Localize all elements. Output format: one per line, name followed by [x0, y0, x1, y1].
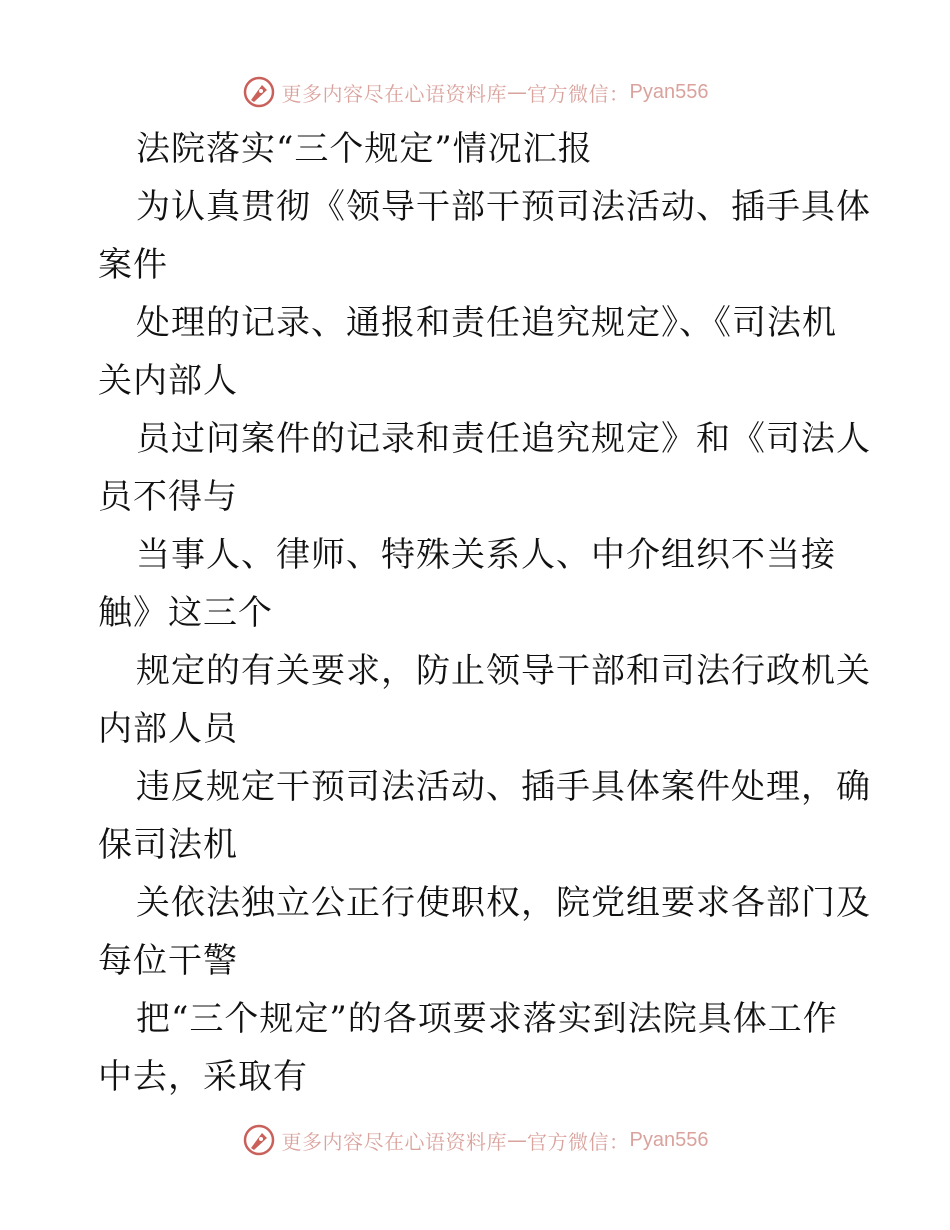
pen-nib-logo-icon [242, 75, 276, 109]
text-line: 触》这三个 [98, 593, 273, 633]
pen-nib-logo-icon [242, 1123, 276, 1157]
watermark-wechat-id: Pyan556 [629, 80, 709, 103]
text-line: 规定的有关要求，防止领导干部和司法行政机关 [136, 651, 871, 691]
text-line: 关依法独立公正行使职权，院党组要求各部门及 [136, 883, 871, 923]
document-body [98, 120, 871, 1106]
watermark-wechat-label: 官方微信： [527, 81, 630, 106]
text-line: 为认真贯彻《领导干部干预司法活动、插手具体 [136, 187, 871, 227]
text-line: 案件 [98, 245, 168, 285]
text-line: 处理的记录、通报和责任追究规定》、《司法机 [136, 303, 837, 343]
text-line: 中去，采取有 [98, 1057, 308, 1097]
text-line: 员不得与 [98, 477, 238, 517]
text-line: 违反规定干预司法活动、插手具体案件处理，确 [136, 767, 871, 807]
watermark-text: 更多内容尽在心语资料库 [281, 81, 508, 106]
watermark-header [0, 72, 950, 112]
watermark-separator: — [507, 80, 528, 104]
watermark-text: 更多内容尽在心语资料库 [281, 1129, 508, 1154]
text-line: 关内部人 [98, 361, 238, 401]
text-line: 法院落实“三个规定”情况汇报 [136, 129, 593, 169]
text-line: 每位干警 [98, 941, 238, 981]
watermark-wechat-id: Pyan556 [629, 1128, 709, 1151]
watermark-separator: — [507, 1128, 528, 1152]
watermark-footer [0, 1120, 950, 1160]
text-line: 保司法机 [98, 825, 238, 865]
text-line: 内部人员 [98, 709, 238, 749]
text-line: 当事人、律师、特殊关系人、中介组织不当接 [136, 535, 836, 575]
watermark-wechat-label: 官方微信： [527, 1129, 630, 1154]
text-line: 把“三个规定”的各项要求落实到法院具体工作 [136, 999, 838, 1039]
text-line: 员过问案件的记录和责任追究规定》和《司法人 [136, 419, 871, 459]
